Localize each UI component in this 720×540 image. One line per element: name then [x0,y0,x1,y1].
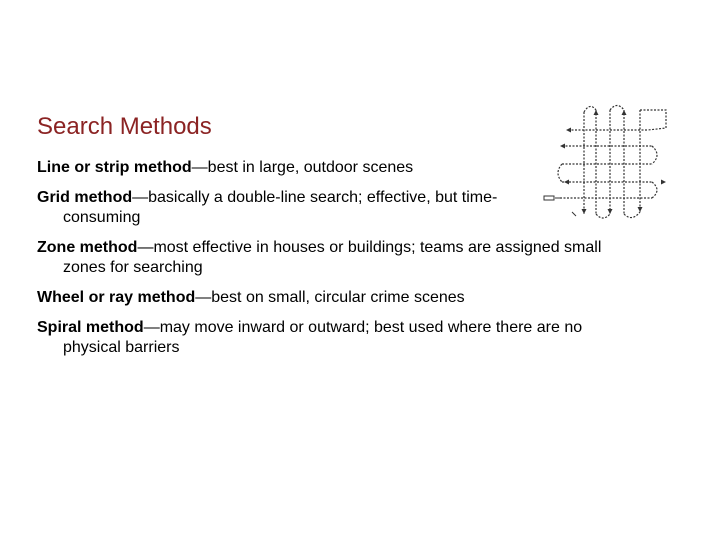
slide-title: Search Methods [37,113,212,140]
bullet-description: —best on small, circular crime scenes [195,289,465,306]
bullet-spiral-method [37,318,583,358]
bullet-term: Wheel or ray method [37,289,196,306]
bullet-description: —best in large, outdoor scenes [191,159,414,176]
bullet-zone-method [37,238,637,278]
bullet-description: —most effective in houses or buildings; teams are assigned small zones for searching [63,239,602,276]
bullet-term: Spiral method [37,319,144,336]
bullet-term: Line or strip method [37,159,192,176]
bullet-grid-method [37,188,533,228]
bullet-wheel-ray-method [37,288,637,308]
bullet-term: Grid method [37,189,133,206]
bullet-term: Zone method [37,239,138,256]
bullet-description: —may move inward or outward; best used where there are no physical barriers [63,319,583,356]
grid-search-diagram [540,100,680,222]
bullet-description: —basically a double-line search; effective, but time-consuming [63,189,498,226]
